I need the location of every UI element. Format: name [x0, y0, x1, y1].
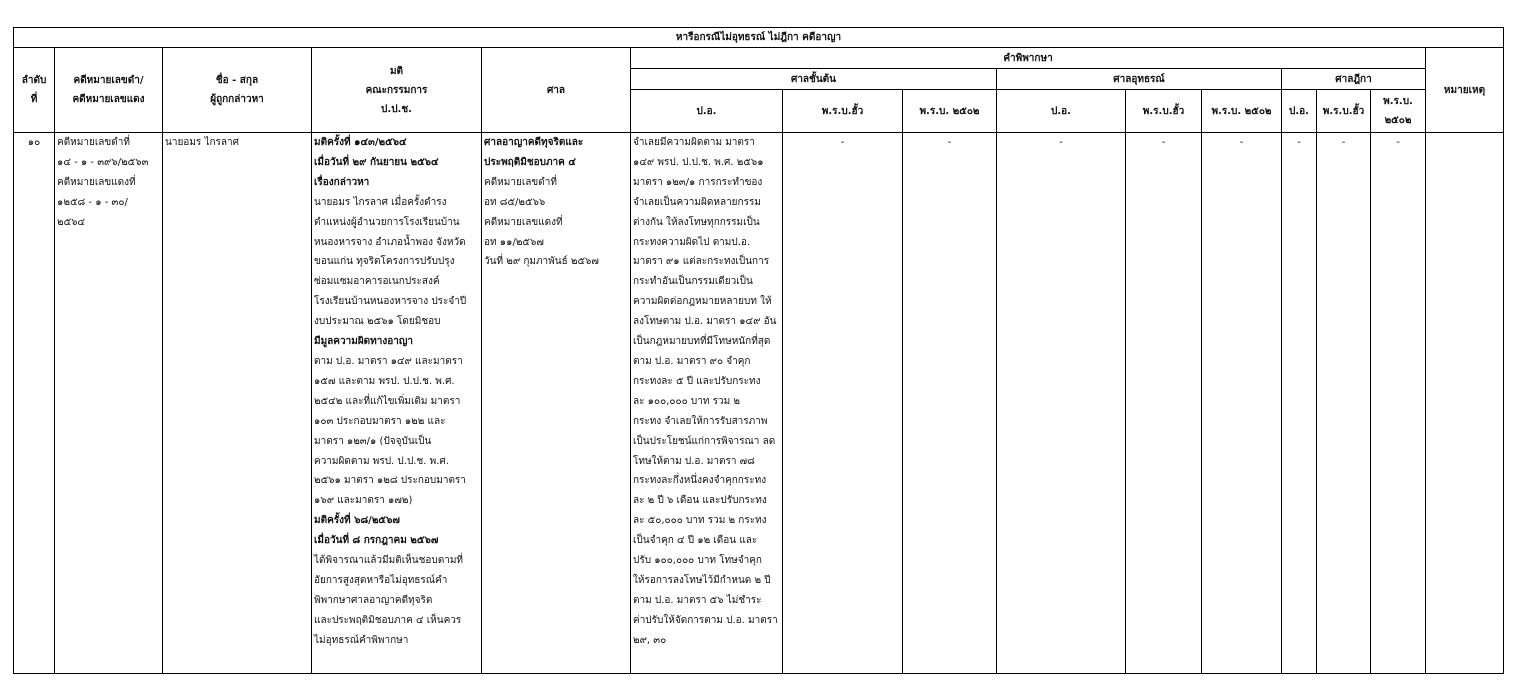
header-judgment: คำพิพากษา: [631, 48, 1426, 69]
row-supreme-prb-a: -: [1317, 133, 1371, 674]
header-supreme-po: ป.อ.: [1282, 90, 1317, 133]
header-seq: ลำดับ ที่: [14, 48, 55, 133]
resolution-finding-heading: มีมูลความผิดทางอาญา: [314, 336, 414, 348]
row-appeal-prb-a: -: [1126, 133, 1202, 674]
header-first-court: ศาลชั้นต้น: [631, 69, 997, 90]
header-appeal-po: ป.อ.: [997, 90, 1126, 133]
case-table: [13, 27, 1504, 674]
row-court: [482, 133, 631, 674]
resolution-allegation-text: นายอมร ไกรลาศ เมื่อครั้งดำรง ตำแหน่งผู้อำนวยการโรงเรียนบ้าน หนองหารจาง อำเภอน้ำพอง จังหวัด ขอนแก่น ทุจริตโครงการปรับปรุง ซ่อมแซมอาคารอเนกประสงค์ โรงเรียนบ้านหนองหารจาง ประจำปี งบประมาณ ๒๕๖๑ โดยมิชอบ: [314, 196, 467, 328]
header-supreme-prb-a: พ.ร.บ.ฮั้ว: [1317, 90, 1371, 133]
row-appeal-po: -: [997, 133, 1126, 674]
header-supreme-prb-2502: พ.ร.บ. ๒๕๐๒: [1371, 90, 1426, 133]
header-name: ชื่อ - สกุล ผู้ถูกกล่าวหา: [163, 48, 312, 133]
row-case-no: คดีหมายเลขดำที่ ๑๔ - ๑ - ๓๙๖/๒๕๖๓ คดีหมายเลขแดงที่ ๑๒๕๘ - ๑ - ๓๐/ ๒๕๖๔: [55, 133, 163, 674]
row-name: นายอมร ไกรลาศ: [163, 133, 312, 674]
header-appeal-prb-2502: พ.ร.บ. ๒๕๐๒: [1202, 90, 1282, 133]
row-first-po: จำเลยมีความผิดตาม มาตรา ๑๔๙ พรป. ป.ป.ช. พ.ศ. ๒๕๖๑ มาตรา ๑๒๓/๑ การกระทำของ จำเลยเป็นความผิดหลายกรรม ต่างกัน ให้ลงโทษทุกกรรมเป็น กระทงความผิดไป ตามป.อ. มาตรา ๙๑ แต่ละกระทงเป็นการ กระทำอันเป็นกรรมเดียวเป็น ความผิดต่อกฎหมายหลายบท ให้ ลงโทษตาม ป.อ. มาตรา ๑๔๙ อัน เป็นกฎหมายบทที่มีโทษหนักที่สุด ตาม ป.อ. มาตรา ๙๐ จำคุก กระทงละ ๕ ปี และปรับกระทง ละ ๑๐๐,๐๐๐ บาท รวม ๒ กระทง จำเลยให้การรับสารภาพ เป็นประโยชน์แก่การพิจารณา ลด โทษให้ตาม ป.อ. มาตรา ๗๘ กระทงละกึ่งหนึ่งคงจำคุกกระทง ละ ๒ ปี ๖ เดือน และปรับกระทง ละ ๕๐,๐๐๐ บาท รวม ๒ กระทง เป็นจำคุก ๔ ปี ๑๒ เดือน และ ปรับ ๑๐๐,๐๐๐ บาท โทษจำคุก ให้รอการลงโทษไว้มีกำหนด ๒ ปี ตาม ป.อ. มาตรา ๕๖ ไม่ชำระ ค่าปรับให้จัดการตาม ป.อ. มาตรา ๒๙, ๓๐: [631, 133, 783, 674]
row-resolution: [312, 133, 482, 674]
header-resolution: มติ คณะกรรมการ ป.ป.ช.: [312, 48, 482, 133]
resolution-date-1: เมื่อวันที่ ๒๙ กันยายน ๒๕๖๔: [314, 156, 439, 168]
row-appeal-prb-2502: -: [1202, 133, 1282, 674]
resolution-meeting-2: มติครั้งที่ ๖๘/๒๕๖๗: [314, 515, 400, 527]
resolution-date-2: เมื่อวันที่ ๘ กรกฎาคม ๒๕๖๗: [314, 535, 439, 547]
header-case-no: คดีหมายเลขดำ/ คดีหมายเลขแดง: [55, 48, 163, 133]
header-first-po: ป.อ.: [631, 90, 783, 133]
resolution-meeting-1: มติครั้งที่ ๑๔๓/๒๕๖๔: [314, 137, 407, 148]
row-supreme-prb-2502: -: [1371, 133, 1426, 674]
court-name: ศาลอาญาคดีทุจริตและ ประพฤติมิชอบภาค ๔: [484, 137, 584, 168]
header-appeal-prb-a: พ.ร.บ.ฮั้ว: [1126, 90, 1202, 133]
header-court: ศาล: [482, 48, 631, 133]
table-title: หารือกรณีไม่อุทธรณ์ ไม่ฎีกา คดีอาญา: [14, 28, 1504, 48]
header-supreme-court: ศาลฎีกา: [1282, 69, 1426, 90]
court-case-details: คดีหมายเลขดำที่ อท ๘๕/๒๕๖๖ คดีหมายเลขแดงที่ อท ๑๑/๒๕๖๗ วันที่ ๒๙ กุมภาพันธ์ ๒๕๖๗: [484, 176, 599, 268]
header-remark: หมายเหตุ: [1426, 48, 1504, 133]
resolution-finding-text: ตาม ป.อ. มาตรา ๑๔๙ และมาตรา ๑๕๗ และตาม พรป. ป.ป.ช. พ.ศ. ๒๕๔๒ และที่แก้ไขเพิ่มเติม มาตรา ๑๐๓ ประกอบมาตรา ๑๒๒ และ มาตรา ๑๒๓/๑ (ปัจจุบันเป็น ความผิดตาม พรป. ป.ป.ช. พ.ศ. ๒๕๖๑ มาตรา ๑๒๘ ประกอบมาตรา ๑๖๙ และมาตรา ๑๗๒): [314, 355, 466, 507]
resolution-decision-text: ได้พิจารณาแล้วมีมติเห็นชอบตามที่ อัยการสูงสุดหารือไม่อุทธรณ์คำ พิพากษาศาลอาญาคดีทุจริต และประพฤติมิชอบภาค ๔ เห็นควร ไม่อุทธรณ์คำพิพากษา: [314, 555, 463, 646]
header-appeal-court: ศาลอุทธรณ์: [997, 69, 1282, 90]
row-seq: ๑๐: [14, 133, 55, 674]
resolution-allegation-heading: เรื่องกล่าวหา: [314, 176, 370, 188]
table-row: [14, 133, 1504, 674]
row-first-prb-a: -: [783, 133, 903, 674]
row-supreme-po: -: [1282, 133, 1317, 674]
header-first-prb-2502: พ.ร.บ. ๒๕๐๒: [903, 90, 997, 133]
row-first-prb-2502: -: [903, 133, 997, 674]
row-remark: [1426, 133, 1504, 674]
header-first-prb-a: พ.ร.บ.ฮั้ว: [783, 90, 903, 133]
